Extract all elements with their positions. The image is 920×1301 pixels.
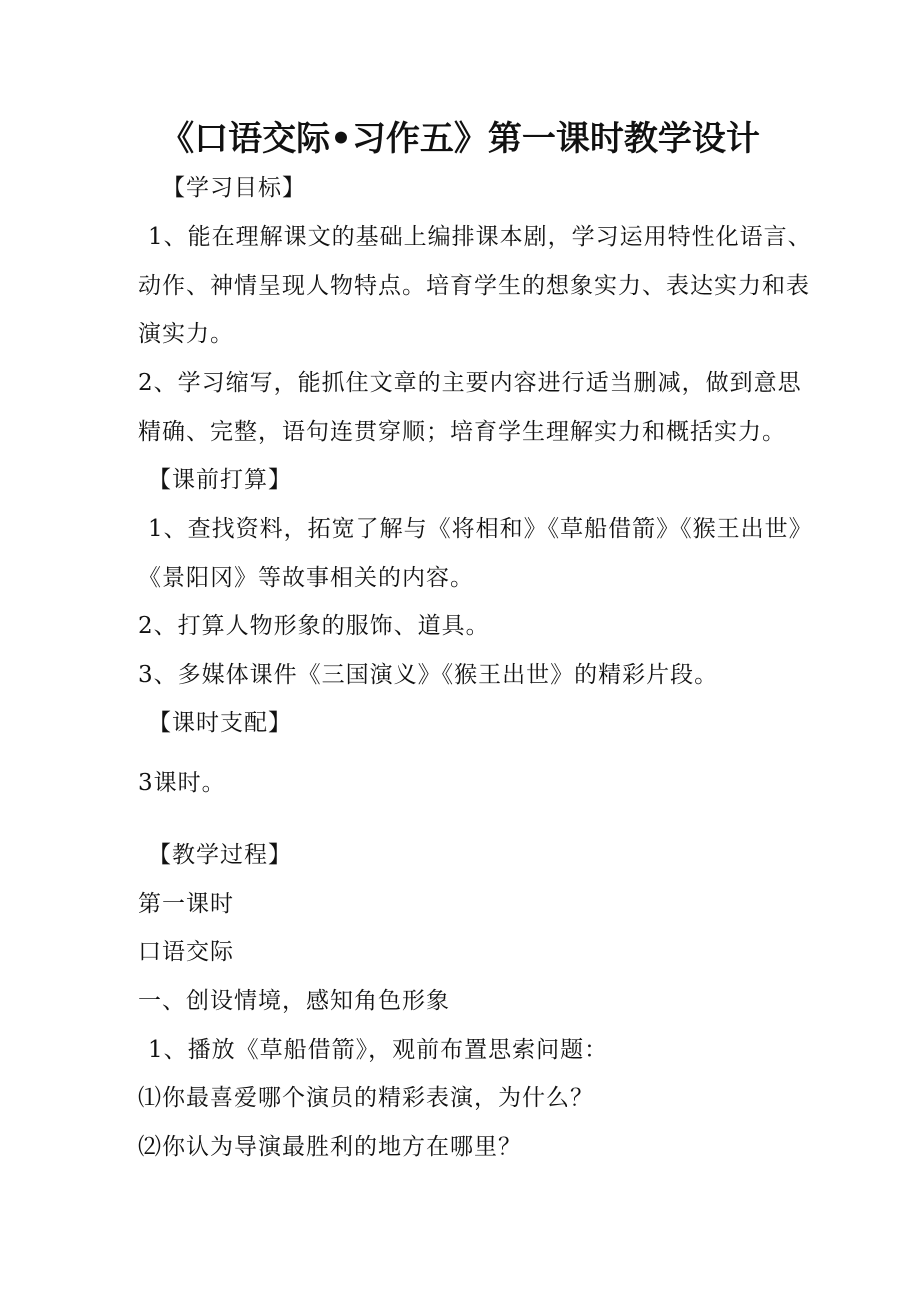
prep-3: 3、多媒体课件《三国演义》《猴王出世》的精彩片段。 <box>138 662 719 688</box>
prep-1-line-2: 《景阳冈》等故事相关的内容。 <box>138 565 474 591</box>
part-1-heading: 一、创设情境，感知角色形象 <box>138 988 450 1014</box>
document-title: 《口语交际•习作五》第一课时教学设计 <box>160 119 760 159</box>
goal-1-line-2: 动作、神情呈现人物特点。培育学生的想象实力、表达实力和表 <box>138 273 810 299</box>
goal-2-line-2: 精确、完整，语句连贯穿顺；培育学生理解实力和概括实力。 <box>138 419 786 445</box>
oral-communication-label: 口语交际 <box>138 939 234 965</box>
class-hours-heading: 【课时支配】 <box>148 710 292 736</box>
goal-2-line-1: 2、学习缩写，能抓住文章的主要内容进行适当删减，做到意思 <box>138 370 802 396</box>
prep-1-line-1: 1、查找资料，拓宽了解与《将相和》《草船借箭》《猴王出世》 <box>148 516 813 542</box>
prep-2: 2、打算人物形象的服饰、道具。 <box>138 613 490 639</box>
teaching-process-heading: 【教学过程】 <box>148 842 292 868</box>
class-hours-value: 3课时。 <box>138 770 226 796</box>
step-1-text: 1、播放《草船借箭》，观前布置思索问题： <box>148 1037 609 1063</box>
preparation-heading: 【课前打算】 <box>148 467 292 493</box>
question-2: ⑵你认为导演最胜利的地方在哪里？ <box>138 1134 522 1160</box>
question-1: ⑴你最喜爱哪个演员的精彩表演，为什么？ <box>138 1085 594 1111</box>
learning-goals-heading: 【学习目标】 <box>162 175 306 201</box>
goal-1-line-3: 演实力。 <box>138 321 234 347</box>
lesson-1-label: 第一课时 <box>138 891 234 917</box>
goal-1-line-1: 1、能在理解课文的基础上编排课本剧，学习运用特性化语言、 <box>148 224 812 250</box>
